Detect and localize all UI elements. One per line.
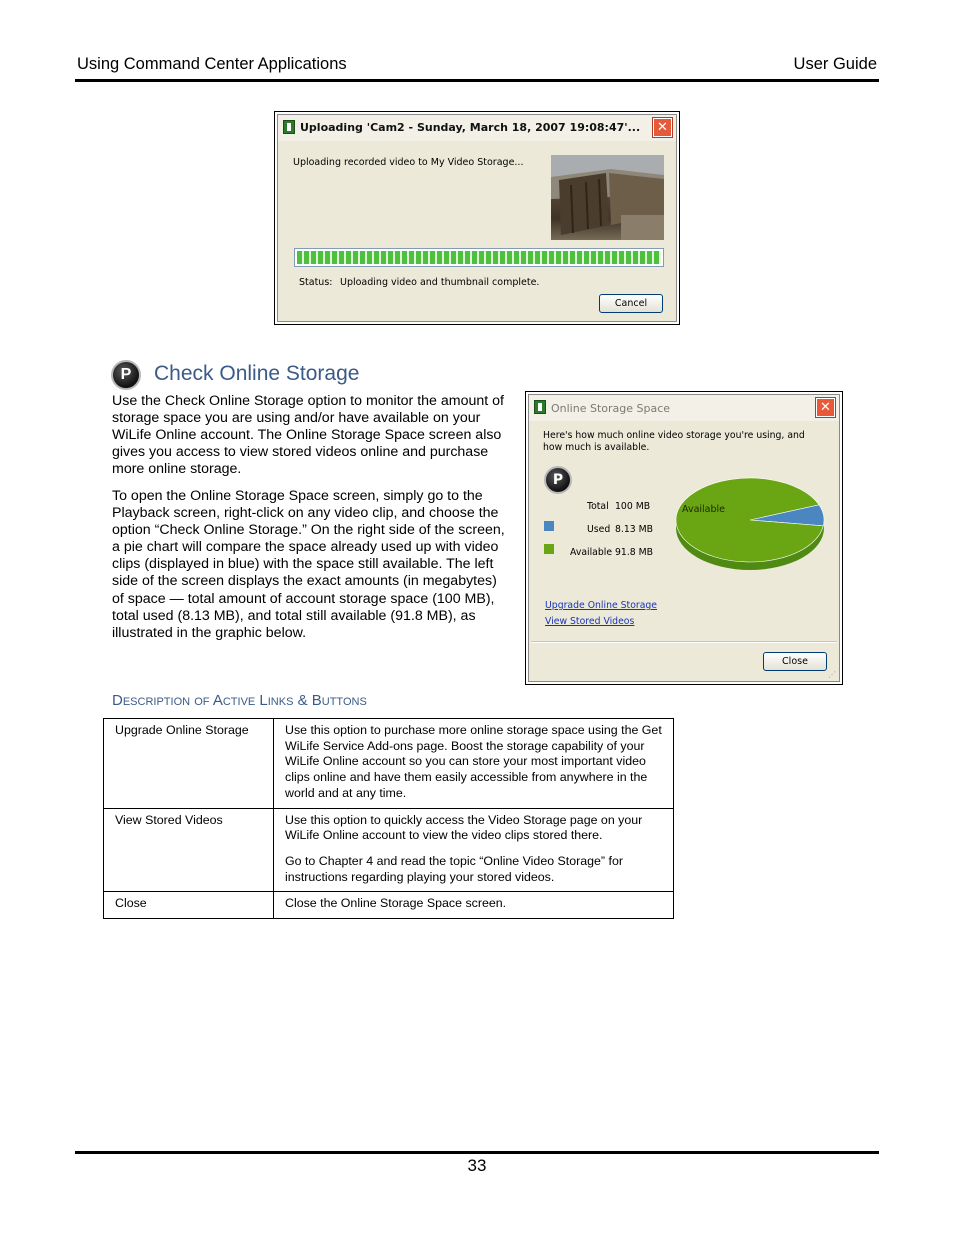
page-number: 33 [467,1156,487,1175]
storage-dialog-title: Online Storage Space [551,402,671,415]
page-header-right: User Guide [793,55,877,73]
upload-progress-fill [297,251,661,264]
footer-rule [75,1151,879,1154]
description-text: Use this option to quickly access the Video Storage page on your WiLife Online account to view the video clips stored there. [285,812,643,843]
table-cell-name: Close [104,892,274,919]
section-title: Check Online Storage [154,362,360,385]
description-text: Go to Chapter 4 and read the topic “Online Video Storage” for instructions regarding playing your stored videos. [285,853,623,884]
total-label: Total [587,501,609,512]
table-row [104,892,674,919]
view-stored-videos-link[interactable]: View Stored Videos [545,616,635,627]
wilife-p-logo-icon: P [111,360,141,390]
table-cell-name: View Stored Videos [104,808,274,892]
table-cell-description [274,892,674,919]
table-row [104,719,674,809]
table-row [104,808,674,892]
upload-dialog-title: Uploading 'Cam2 - Sunday, March 18, 2007 19:08:47'... [300,121,641,134]
pie-slices [676,478,824,562]
available-color-swatch [544,544,554,554]
resize-grip-icon[interactable]: ⋰ [828,670,836,679]
upload-dialog-titlebar [278,115,676,141]
close-button[interactable]: Close [763,652,827,671]
intro-paragraph: Use the Check Online Storage option to monitor the amount of storage space you are using and/or have available on your WiLife Online account. The Online Storage Space screen also gives you access to view stored videos online and purchase more online storage. [112,393,504,478]
upgrade-online-storage-link[interactable]: Upgrade Online Storage [545,600,658,611]
description-text: Use this option to purchase more online storage space using the Get WiLife Service Add-ons page. Boost the storage capability of your WiLife Online account so you can store your most important video clips online and have them easily accessible from anywhere in the world and at any time. [285,723,662,800]
page-header-left: Using Command Center Applications [77,55,347,73]
video-thumbnail-image [551,155,664,240]
table-cell-description [274,808,674,892]
table-cell-description [274,719,674,809]
storage-dialog-titlebar [529,395,839,421]
status-text: Uploading video and thumbnail complete. [340,277,540,288]
close-icon[interactable]: ✕ [816,398,835,417]
total-value: 100 MB [615,501,651,512]
dialog-separator [531,641,837,643]
storage-pie-chart [674,476,834,576]
status-label: Status: [299,277,333,288]
description-heading: Description of Active Links & Buttons [112,692,367,709]
upload-progress-bar [294,248,664,267]
description-text: Close the Online Storage Space screen. [285,896,507,911]
wilife-app-icon [283,120,295,134]
used-value: 8.13 MB [615,524,654,535]
links-buttons-table [103,718,674,919]
upload-message: Uploading recorded video to My Video Storage... [293,157,524,168]
cancel-button[interactable]: Cancel [599,294,663,313]
header-rule [75,79,879,82]
thumbnail-scene [551,155,664,240]
close-icon[interactable]: ✕ [653,118,672,137]
used-label: Used [587,524,611,535]
used-color-swatch [544,521,554,531]
storage-dialog-screenshot [525,391,843,685]
storage-intro-text: Here's how much online video storage you're using, and how much is available. [543,430,805,453]
pie-label-available: Available [682,504,726,515]
available-label: Available [570,547,613,558]
table-cell-name: Upgrade Online Storage [104,719,274,809]
wilife-app-icon [534,400,546,414]
instructions-paragraph: To open the Online Storage Space screen, simply go to the Playback screen, right-click on any video clip, and choose the option “Check Online Storage.” On the right side of the screen, a pie chart will compare the space already used up with video clips (displayed in blue) with the space still available. The left side of the screen displays the exact amounts (in megabytes) of space — total amount of account storage space (100 MB), total used (8.13 MB), and total still available (91.8 MB), as illustrated in the graphic below. [112,488,505,641]
upload-dialog-screenshot [274,111,680,325]
wilife-p-logo-icon: P [544,466,572,494]
available-value: 91.8 MB [615,547,654,558]
storage-dialog-window [528,394,840,682]
upload-dialog-window [277,114,677,322]
